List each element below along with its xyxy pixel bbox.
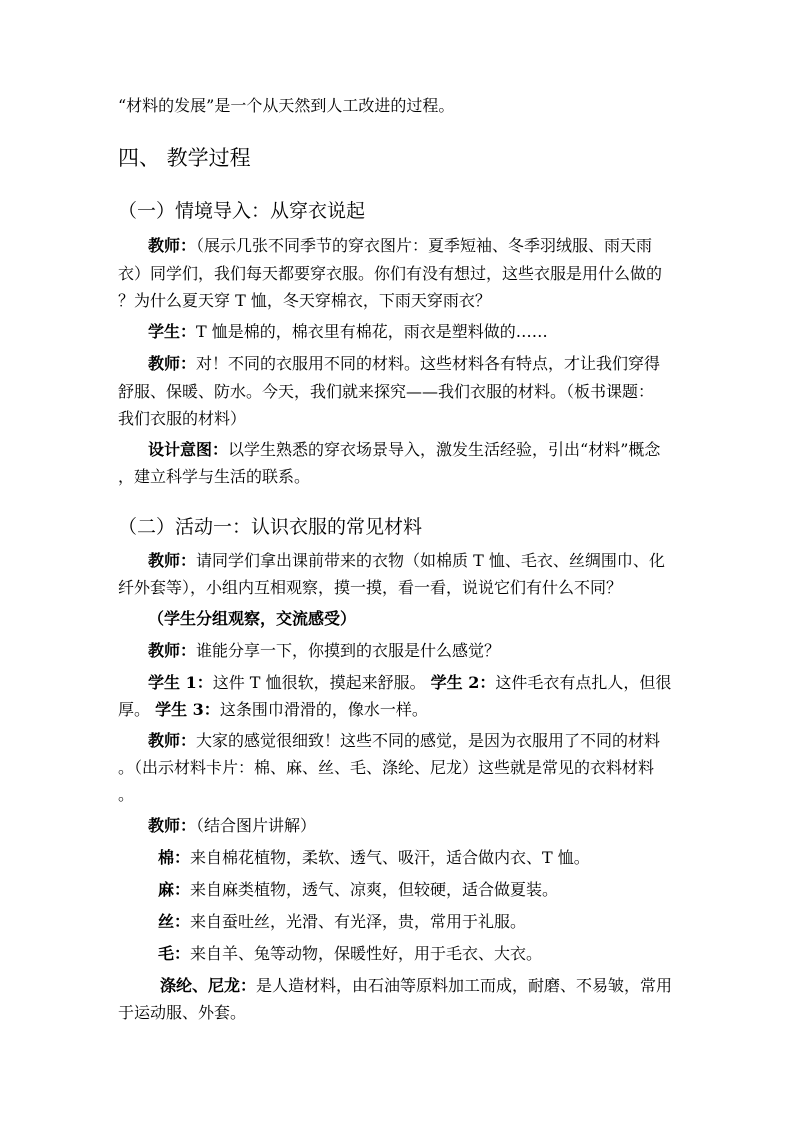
paragraph-line [148,354,660,374]
paragraph-text: 请同学们拿出课前带来的衣物（如棉质 T 恤、毛衣、丝绸围巾、化 [196,551,665,570]
speaker-label: 教师： [148,816,197,835]
speaker-label: 学生： [148,322,197,341]
speaker-label: 学生 2： [430,673,496,692]
part2-title: （二）活动一：认识衣服的常见材料 [118,516,423,538]
paragraph-line [148,641,500,661]
material-item [158,880,558,900]
material-item [160,976,672,996]
speaker-label: 教师： [148,236,197,255]
material-term: 丝： [158,912,191,931]
paragraph-text: 这条围巾滑滑的，像水一样。 [219,700,428,719]
speaker-label: 教师： [148,354,197,373]
paragraph-line: 于运动服、外套。 [118,1003,247,1022]
paragraph-line: ，建立科学与生活的联系。 [118,467,311,486]
intro-text: “材料的发展”是一个从天然到人工改进的过程。 [118,96,455,115]
paragraph-line [148,551,665,571]
speaker-label: 学生 1： [148,673,213,692]
paragraph-text: T 恤是棉的，棉衣里有棉花，雨衣是塑料做的…… [196,322,548,341]
material-desc: 来自棉花植物，柔软、透气、吸汗，适合做内衣、T 恤。 [190,848,590,867]
paragraph-line: 我们衣服的材料） [118,409,247,428]
design-intent-label: 设计意图： [148,440,229,459]
speaker-label: 学生 3： [155,700,220,719]
stage-note: （学生分组观察，交流感受） [148,609,357,628]
paragraph-text: 大家的感觉很细致！这些不同的感觉，是因为衣服用了不同的材料 [196,731,661,750]
material-item [158,848,590,868]
speaker-label: 教师： [148,641,197,660]
material-desc: 来自蚕吐丝，光滑、有光泽，贵，常用于礼服。 [190,912,527,931]
material-term: 毛： [158,944,191,963]
paragraph-line [148,731,660,751]
paragraph-text: 这件毛衣有点扎人，但很 [495,673,672,692]
paragraph-text: 以学生熟悉的穿衣场景导入，激发生活经验，引出“材料”概念 [228,440,661,459]
part1-title: （一）情境导入：从穿衣说起 [118,200,366,222]
paragraph-line [148,322,548,342]
speaker-label: 教师： [148,551,197,570]
paragraph-line [148,816,316,836]
paragraph-text: 这件 T 恤很软，摸起来舒服。 [212,673,431,692]
paragraph-line: 纤外套等），小组内互相观察，摸一摸，看一看，说说它们有什么不同？ [118,578,623,597]
paragraph-line: ？为什么夏天穿 T 恤，冬天穿棉衣，下雨天穿雨衣？ [118,291,491,310]
material-term: 麻： [158,880,191,899]
material-term: 涤纶、尼龙： [160,976,257,995]
material-term: 棉： [158,848,191,867]
paragraph-text: （展示几张不同季节的穿衣图片：夏季短袖、冬季羽绒服、雨天雨 [196,236,653,255]
material-desc: 来自羊、兔等动物，保暖性好，用于毛衣、大衣。 [190,944,543,963]
paragraph-line [148,673,671,693]
material-item [158,912,526,932]
paragraph-text: 谁能分享一下，你摸到的衣服是什么感觉？ [196,641,501,660]
paragraph-line [148,440,660,460]
paragraph-text: （结合图片讲解） [196,816,317,835]
paragraph-line: 。（出示材料卡片：棉、麻、丝、毛、涤纶、尼龙）这些就是常见的衣料材料 [118,758,655,777]
material-desc: 是人造材料，由石油等原料加工而成，耐磨、不易皱，常用 [256,976,673,995]
section-title: 四、 教学过程 [118,146,251,170]
paragraph-line [148,236,652,256]
paragraph-line: 。 [118,785,135,804]
paragraph-text: 厚。 [118,700,156,719]
paragraph-text: 对！不同的衣服用不同的材料。这些材料各有特点，才让我们穿得 [196,354,661,373]
material-item [158,944,542,964]
paragraph-line: 舒服、保暖、防水。今天，我们就来探究——我们衣服的材料。（板书课题： [118,382,655,401]
material-desc: 来自麻类植物，透气、凉爽，但较硬，适合做夏装。 [190,880,559,899]
paragraph-line: 衣）同学们，我们每天都要穿衣服。你们有没有想过，这些衣服是用什么做的 [118,264,663,283]
speaker-label: 教师： [148,731,197,750]
paragraph-line [118,700,428,720]
